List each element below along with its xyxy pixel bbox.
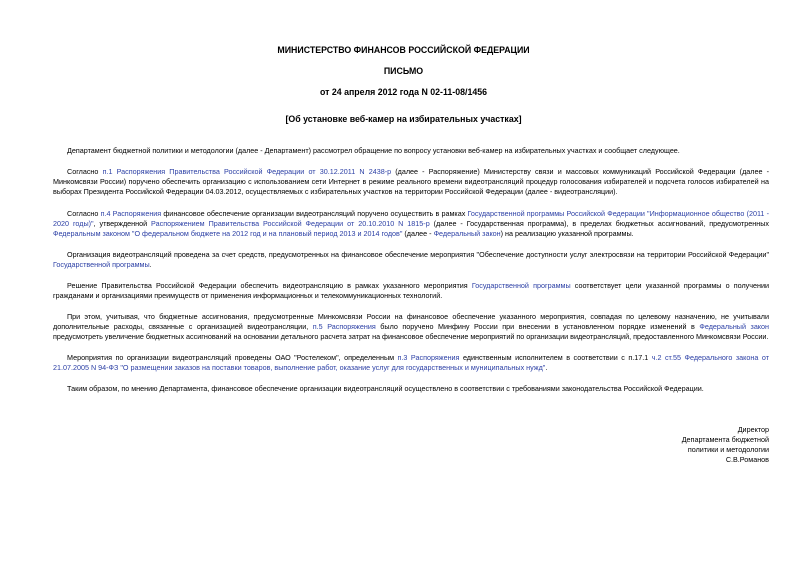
- link-gos-programma-info-society[interactable]: Государственной программы Российской Федерации "Информационное общество (2011 - 2020 годы)": [53, 209, 769, 228]
- paragraph-text: (далее - Распоряжение) Министерству связи и массовых коммуникаций Российской Федерации (далее - Минкомсвязи России) поручено обеспечить организацию с использованием сети Интернет в режиме реального времени видеотрансляций процедур голосования избирателей и подсчета голосов избирателей на выборах Президента Российской Федерации 04.03.2012, осуществляемых с избирательных участков на территории Российской Федерации (далее - видеотрансляции).: [53, 167, 769, 196]
- signature-department-cont: политики и методологии: [687, 445, 769, 454]
- document-type-heading: ПИСЬМО: [383, 66, 424, 76]
- paragraph-text: (далее - Государственная программа), в пределах бюджетных ассигнований, предусмотренных: [429, 219, 769, 228]
- paragraph-7: [53, 353, 769, 373]
- signature-department: Департамента бюджетной: [681, 435, 769, 444]
- paragraph-6: [53, 312, 769, 342]
- paragraph-text: ) на реализацию указанной программы.: [500, 229, 634, 238]
- paragraph-1: [53, 146, 769, 156]
- paragraph-text: соответствует цели указанной программы о получении гражданами и организациями преимуществ от применения информационных и телекоммуникационных технологий.: [53, 281, 769, 300]
- signature-name: С.В.Романов: [725, 455, 769, 464]
- paragraph-8: [53, 384, 769, 394]
- link-federal-budget-law[interactable]: Федеральным законом "О федеральном бюджете на 2012 год и на плановый период 2013 и 2014 годов": [53, 229, 403, 238]
- paragraph-text: предусмотреть увеличение бюджетных ассигнований на основании детального расчета затрат на финансовое обеспечение мероприятий по организации видеотрансляций, предоставленного Минкомсвязи России.: [53, 332, 769, 341]
- paragraph-text: Таким образом, по мнению Департамента, финансовое обеспечение организации видеотрансляций осуществлено в соответствии с требованиями законодательства Российской Федерации.: [67, 384, 704, 393]
- paragraph-text: единственным исполнителем в соответствии с п.17.1: [459, 353, 652, 362]
- link-p5-rasporyazheniya[interactable]: п.5 Распоряжения: [312, 322, 376, 331]
- paragraph-3: [53, 209, 769, 239]
- link-94-fz[interactable]: ч.2 ст.55 Федерального закона от 21.07.2005 N 94-ФЗ "О размещении заказов на поставки товаров, выполнение работ, оказание услуг для государственных и муниципальных нужд": [53, 353, 769, 372]
- link-rasporyazhenie-1815[interactable]: Распоряжением Правительства Российской Федерации от 20.10.2010 N 1815-р: [151, 219, 430, 228]
- paragraph-text: , утвержденной: [93, 219, 152, 228]
- link-p3-rasporyazheniya[interactable]: п.3 Распоряжения: [397, 353, 460, 362]
- link-federal-law[interactable]: Федеральный закон: [433, 229, 501, 238]
- paragraph-text: (далее -: [402, 229, 434, 238]
- paragraph-text: было поручено Минфину России при внесении в установленном порядке изменений в: [375, 322, 700, 331]
- document-subject: [Об установке веб-камер на избирательных участках]: [285, 114, 522, 124]
- link-p4-rasporyazheniya[interactable]: п.4 Распоряжения: [100, 209, 162, 218]
- paragraph-text: .: [149, 260, 152, 269]
- paragraph-5: [53, 281, 769, 301]
- paragraph-text: Мероприятия по организации видеотрансляций проведены ОАО "Ростелеком", определенным: [67, 353, 398, 362]
- paragraph-text: Согласно: [67, 167, 103, 176]
- paragraph-4: [53, 250, 769, 270]
- paragraph-2: [53, 167, 769, 197]
- paragraph-text: Согласно: [67, 209, 101, 218]
- link-federal-law[interactable]: Федеральный закон: [699, 322, 770, 331]
- link-rasporyazhenie-2438[interactable]: п.1 Распоряжения Правительства Российской Федерации от 30.12.2011 N 2438-р: [102, 167, 392, 176]
- paragraph-text: Департамент бюджетной политики и методологии (далее - Департамент) рассмотрел обращение по вопросу установки веб-камер на избирательных участках и сообщает следующее.: [67, 146, 680, 155]
- ministry-heading: МИНИСТЕРСТВО ФИНАНСОВ РОССИЙСКОЙ ФЕДЕРАЦИИ: [277, 45, 530, 55]
- link-gos-programma[interactable]: Государственной программы: [471, 281, 571, 290]
- document-date-number: от 24 апреля 2012 года N 02-11-08/1456: [319, 87, 488, 97]
- signature-block: [569, 425, 769, 465]
- paragraph-text: Организация видеотрансляций проведена за счет средств, предусмотренных на финансовое обеспечение мероприятия "Обеспечение доступности услуг электросвязи на территории Российской Федерации": [67, 250, 769, 259]
- paragraph-text: финансовое обеспечение организации видеотрансляций поручено осуществить в рамках: [161, 209, 468, 218]
- paragraph-text: Решение Правительства Российской Федерации обеспечить видеотрансляцию в рамках указанного мероприятия: [67, 281, 472, 290]
- paragraph-text: При этом, учитывая, что бюджетные ассигнования, предусмотренные Минкомсвязи России на финансовое обеспечение указанного мероприятия, совпадая по целевому назначению, не учитывали дополнительные расходы, связанные с организацией видеотрансляции,: [53, 312, 769, 331]
- link-gos-programma[interactable]: Государственной программы: [53, 260, 150, 269]
- paragraph-text: .: [545, 363, 548, 372]
- signature-title: Директор: [737, 425, 769, 434]
